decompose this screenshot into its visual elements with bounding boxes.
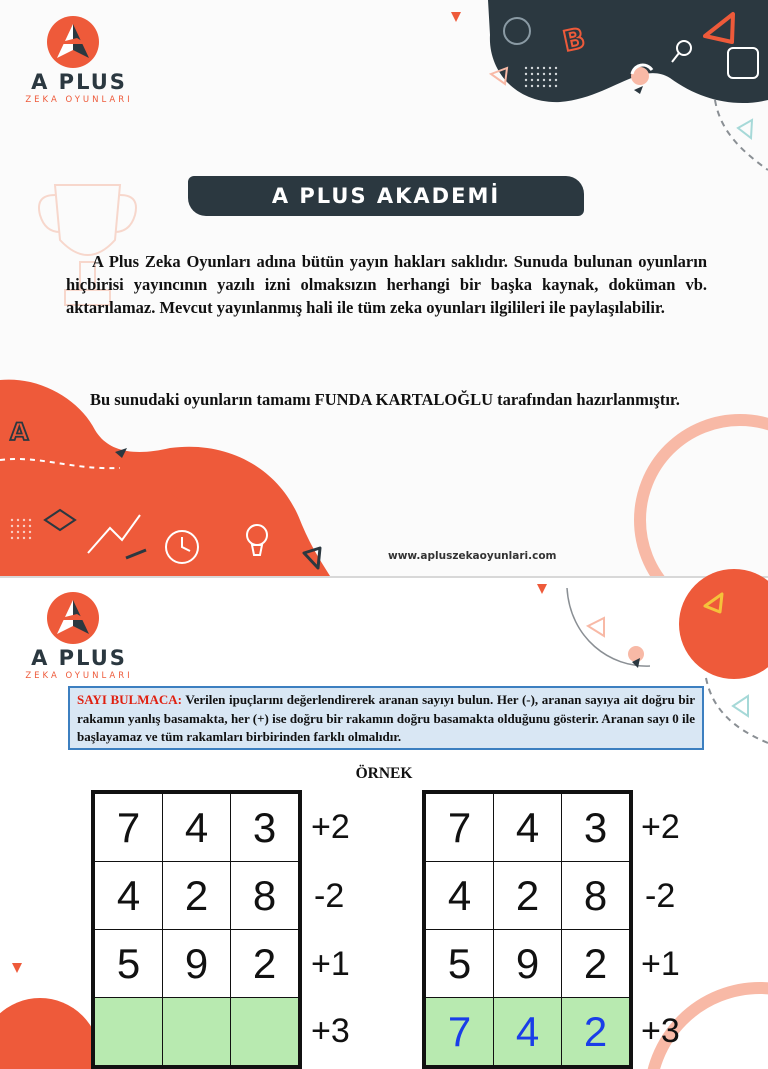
instructions-title: SAYI BULMACA: — [77, 692, 182, 707]
answer-row — [95, 998, 299, 1066]
grid-cell: 4 — [163, 794, 231, 862]
logo-title: A PLUS — [31, 646, 127, 670]
grid-cell: 2 — [163, 862, 231, 930]
clue-label: +2 — [311, 808, 350, 846]
grid-cell: 4 — [494, 794, 562, 862]
copyright-paragraph: A Plus Zeka Oyunları adına bütün yayın hakları saklıdır. Sunuda bulunan oyunların hiçbirisi yayıncının yazılı izni olmaksızın herhangi bir başka kaynak, doküman vb. aktarılamaz. Mevcut yayınlanmış hali ile tüm zeka oyunları ilgilileri ile paylaşılabilir. — [66, 252, 707, 317]
logo-subtitle: ZEKA OYUNLARI — [25, 671, 133, 681]
brand-logo — [14, 592, 144, 682]
grid-cell: 3 — [231, 794, 299, 862]
instructions-text: Verilen ipuçlarını değerlendirerek aranan sayıyı bulun. Her (-), aranan sayıya ait doğru bir rakamın yanlış basamakta, her (+) ise doğru bir rakamın doğru basamakta olduğunu gösterir. Aranan sayı 0 ile başlayamaz ve tüm rakamları birbirinden farklı olmalıdır. — [77, 692, 695, 744]
clue-label: +3 — [641, 1012, 680, 1050]
answer-cell: 2 — [562, 998, 630, 1066]
grid-cell: 3 — [562, 794, 630, 862]
grid-cell: 2 — [231, 930, 299, 998]
logo-mark-icon — [47, 16, 99, 68]
grid-cell: 4 — [95, 862, 163, 930]
letter-b-decoration: B — [560, 21, 588, 59]
grid-cell: 7 — [426, 794, 494, 862]
grid-cell: 5 — [95, 930, 163, 998]
slide-puzzle — [0, 578, 768, 1055]
clue-label: +1 — [311, 945, 350, 983]
answer-row — [426, 998, 630, 1066]
page-title: A PLUS AKADEMİ — [188, 176, 584, 216]
logo-mark-icon — [47, 592, 99, 644]
author-paragraph: Bu sunudaki oyunların tamamı FUNDA KARTALOĞLU tarafından hazırlanmıştır. — [90, 390, 680, 409]
grid-cell: 8 — [231, 862, 299, 930]
grid-row — [95, 794, 299, 862]
grid-cell: 5 — [426, 930, 494, 998]
grid-row — [95, 930, 299, 998]
logo-title: A PLUS — [31, 70, 127, 94]
clue-label: -2 — [645, 877, 676, 915]
grid-row — [95, 862, 299, 930]
grid-cell: 2 — [494, 862, 562, 930]
grid-cell: 7 — [95, 794, 163, 862]
grid-row — [426, 794, 630, 862]
grid-cell: 2 — [562, 930, 630, 998]
grid-cell: 8 — [562, 862, 630, 930]
grid-cell: 4 — [426, 862, 494, 930]
answer-cell: 4 — [494, 998, 562, 1066]
answer-cell[interactable] — [231, 998, 299, 1066]
grid-cell: 9 — [494, 930, 562, 998]
puzzle-grid-question — [91, 790, 302, 1069]
answer-cell[interactable] — [95, 998, 163, 1066]
clue-label: -2 — [314, 877, 345, 915]
grid-row — [426, 862, 630, 930]
answer-cell[interactable] — [163, 998, 231, 1066]
puzzle-grid-solution — [422, 790, 633, 1069]
answer-cell: 7 — [426, 998, 494, 1066]
grid-row — [426, 930, 630, 998]
clue-label: +1 — [641, 945, 680, 983]
brand-logo — [14, 16, 144, 106]
grid-cell: 9 — [163, 930, 231, 998]
clue-label: +3 — [311, 1012, 350, 1050]
website-link[interactable]: www.apluszekaoyunlari.com — [388, 550, 557, 562]
example-label: ÖRNEK — [355, 765, 413, 782]
instructions-box — [68, 686, 704, 750]
clue-label: +2 — [641, 808, 680, 846]
logo-subtitle: ZEKA OYUNLARI — [25, 95, 133, 105]
letter-a-decoration: A — [10, 418, 29, 446]
